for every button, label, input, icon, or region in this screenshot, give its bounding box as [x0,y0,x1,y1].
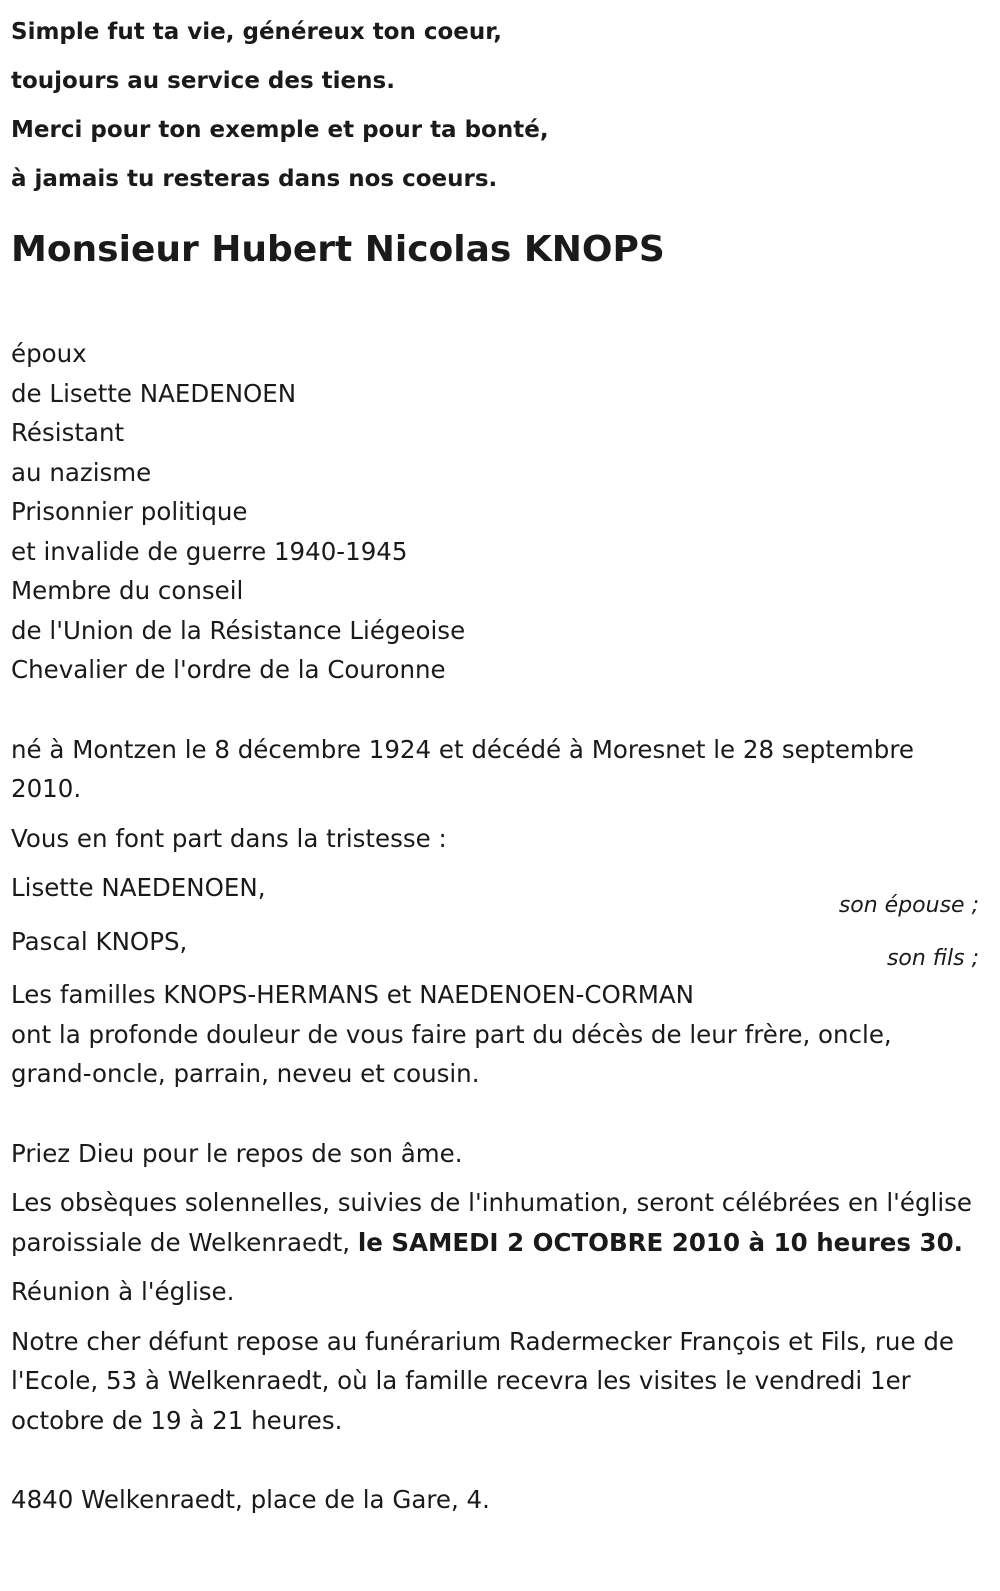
mourners-list [11,868,979,971]
title-line: Membre du conseil [11,576,244,605]
deceased-titles [11,334,979,690]
funeral-text: Les obsèques solennelles, suivies de l'inhumation, seront célébrées en l'église paroissiale de Welkenraedt, [11,1188,972,1257]
obituary-notice [11,0,979,1520]
title-line: Chevalier de l'ordre de la Couronne [11,655,446,684]
poem-line: à jamais tu resteras dans nos coeurs. [11,166,498,192]
title-line: au nazisme [11,457,152,487]
meeting-info: Réunion à l'église. [11,1277,235,1306]
deceased-name: Monsieur Hubert Nicolas KNOPS [11,229,665,270]
mourner-name: Lisette NAEDENOEN, [11,873,266,902]
funeral-info [11,1183,979,1262]
title-line: de l'Union de la Résistance Liégeoise [11,615,466,645]
families-names: Les familles KNOPS-HERMANS et NAEDENOEN-CORMAN [11,980,695,1009]
mourner-relation: son épouse ; [838,892,979,918]
title-line: et invalide de guerre 1940-1945 [11,536,408,566]
announcement-intro: Vous en font part dans la tristesse : [11,823,447,853]
family-address: 4840 Welkenraedt, place de la Gare, 4. [11,1485,490,1514]
visitation-info: Notre cher défunt repose au funérarium Radermecker François et Fils, rue de l'Ecole, 53 à Welkenraedt, où la famille recevra les visites le vendredi 1er octobre de 19 à 21 heures. [11,1326,954,1435]
prayer: Priez Dieu pour le repos de son âme. [11,1138,463,1168]
poem-line: Merci pour ton exemple et pour ta bonté, [11,117,549,143]
title-line: de Lisette NAEDENOEN [11,378,297,408]
birth-death-info: né à Montzen le 8 décembre 1924 et décédé à Moresnet le 28 septembre 2010. [11,734,914,803]
families-text: ont la profonde douleur de vous faire part du décès de leur frère, oncle, grand-oncle, parrain, neveu et cousin. [11,1019,892,1088]
funeral-date: le SAMEDI 2 OCTOBRE 2010 à 10 heures 30. [357,1227,963,1257]
title-line: époux [11,339,87,368]
poem [11,8,979,204]
title-line: Résistant [11,418,125,447]
poem-line: toujours au service des tiens. [11,68,395,94]
poem-line: Simple fut ta vie, généreux ton coeur, [11,19,502,45]
mourner-name: Pascal KNOPS, [11,926,188,956]
mourner-relation: son fils ; [886,946,979,971]
title-line: Prisonnier politique [11,497,248,526]
